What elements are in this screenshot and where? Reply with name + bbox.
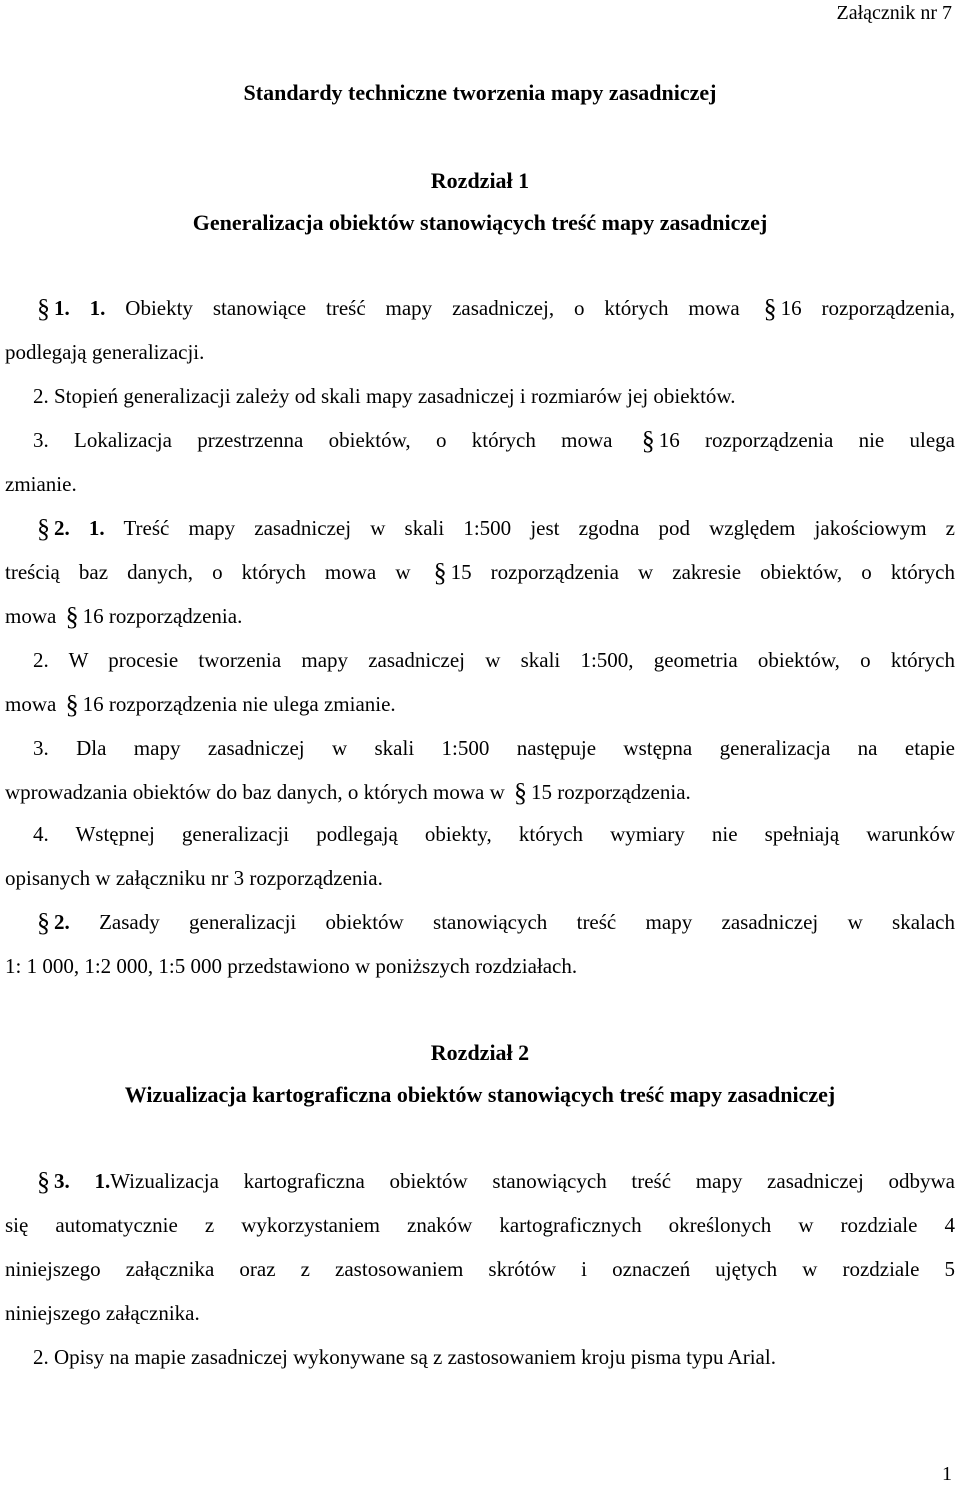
para-3-1-line-4: niniejszego załącznika. bbox=[5, 1301, 200, 1325]
chapter-1-label: Rozdział 1 bbox=[430, 168, 530, 193]
chapter-2-label: Rozdział 2 bbox=[430, 1040, 530, 1065]
annex-label: Załącznik nr 7 bbox=[836, 2, 952, 24]
para-2-1-line-1: § 2. 1. Treść mapy zasadniczej w skali 1:500 jest zgodna pod względem jakościowym z bbox=[37, 514, 956, 543]
para-3-2: 2. Opisy na mapie zasadniczej wykonywane są z zastosowaniem kroju pisma typu Arial. bbox=[33, 1345, 776, 1369]
para-2-4-line-2: opisanych w załączniku nr 3 rozporządzenia. bbox=[5, 866, 383, 890]
para-2-3-line-1: 3. Dla mapy zasadniczej w skali 1:500 następuje wstępna generalizacja na etapie bbox=[33, 736, 956, 760]
para-1-1-line-2: podlegają generalizacji. bbox=[5, 340, 205, 364]
para-2-5-line-2: 1: 1 000, 1:2 000, 1:5 000 przedstawiono w poniższych rozdziałach. bbox=[5, 954, 578, 978]
para-2-5-line-1: § 2. Zasady generalizacji obiektów stanowiących treść mapy zasadniczej w skalach bbox=[37, 908, 956, 937]
para-1-1-line-1: § 1. 1. Obiekty stanowiące treść mapy zasadniczej, o których mowa § 16 rozporządzenia, bbox=[37, 294, 956, 323]
section-sign: § bbox=[37, 294, 50, 323]
page-number: 1 bbox=[942, 1463, 952, 1485]
para-3-1-line-1: § 3. 1.Wizualizacja kartograficzna obiektów stanowiących treść mapy zasadniczej odbywa bbox=[37, 1167, 955, 1196]
para-2-2-line-2: mowa § 16 rozporządzenia nie ulega zmianie. bbox=[5, 690, 396, 719]
para-1-2: 2. Stopień generalizacji zależy od skali mapy zasadniczej i rozmiarów jej obiektów. bbox=[33, 384, 736, 408]
para-3-1-line-3: niniejszego załącznika oraz z zastosowaniem skrótów i oznaczeń ujętych w rozdziale 5 bbox=[5, 1257, 955, 1281]
para-2-1-line-2: treścią baz danych, o których mowa w § 15 rozporządzenia w zakresie obiektów, o których bbox=[5, 558, 956, 587]
para-3-1-line-2: się automatycznie z wykorzystaniem znaków kartograficznych określonych w rozdziale 4 bbox=[5, 1213, 955, 1237]
para-1-3-line-1: 3. Lokalizacja przestrzenna obiektów, o których mowa § 16 rozporządzenia nie ulega bbox=[33, 426, 955, 455]
chapter-2-title: Wizualizacja kartograficzna obiektów stanowiących treść mapy zasadniczej bbox=[124, 1082, 836, 1107]
document-title: Standardy techniczne tworzenia mapy zasadniczej bbox=[243, 80, 717, 105]
para-2-2-line-1: 2. W procesie tworzenia mapy zasadniczej w skali 1:500, geometria obiektów, o których bbox=[33, 648, 955, 672]
para-1-3-line-2: zmianie. bbox=[5, 472, 77, 496]
para-2-1-line-3: mowa § 16 rozporządzenia. bbox=[5, 602, 243, 631]
para-2-3-line-2: wprowadzania obiektów do baz danych, o których mowa w § 15 rozporządzenia. bbox=[5, 778, 691, 807]
para-2-4-line-1: 4. Wstępnej generalizacji podlegają obiekty, których wymiary nie spełniają warunków bbox=[33, 822, 955, 846]
chapter-1-title: Generalizacja obiektów stanowiących treść mapy zasadniczej bbox=[192, 210, 768, 235]
